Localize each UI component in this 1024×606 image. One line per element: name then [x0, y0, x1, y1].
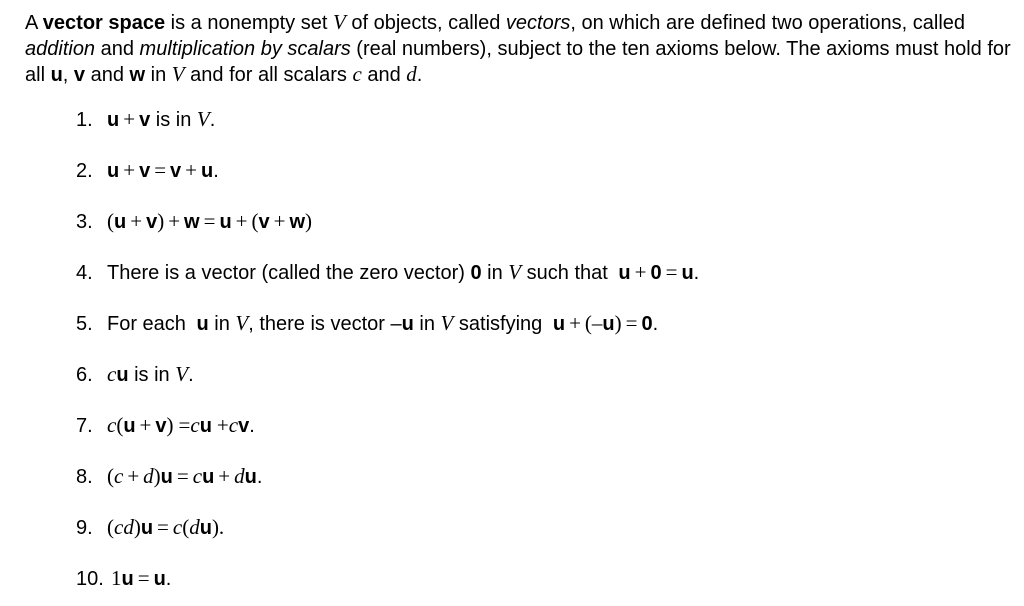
- math-set-v: V: [171, 62, 185, 86]
- plus-sign: +: [218, 464, 231, 488]
- axiom-number: 9.: [76, 517, 93, 539]
- axiom-text: , there is vector –: [248, 313, 402, 335]
- axiom-number: 5.: [76, 313, 93, 335]
- intro-paragraph: [25, 10, 1015, 89]
- axiom-number: 6.: [76, 364, 93, 386]
- scalar-c: c: [172, 515, 183, 539]
- paren: ): [166, 413, 174, 437]
- axiom-text: is in: [128, 364, 176, 386]
- vector-u: u: [681, 262, 694, 284]
- vector-v: v: [170, 160, 182, 182]
- plus-sign: +: [185, 158, 197, 182]
- intro-text: in: [145, 64, 172, 86]
- vector-u: u: [123, 415, 136, 437]
- intro-text: , on which are defined two operations, called: [570, 12, 966, 34]
- zero-vector: 0: [641, 313, 653, 335]
- plus-sign: +: [127, 464, 140, 488]
- paren: ): [133, 515, 141, 539]
- zero-vector: 0: [650, 262, 662, 284]
- plus-sign: +: [569, 311, 581, 335]
- vector-u: u: [196, 313, 209, 335]
- plus-sign: +: [139, 413, 152, 437]
- axiom-number: 3.: [76, 211, 93, 233]
- paren: ): [305, 209, 313, 233]
- vector-u: u: [107, 109, 120, 131]
- paren: ): [157, 209, 165, 233]
- vector-u: u: [153, 568, 166, 590]
- math-set-v: V: [332, 10, 346, 34]
- vector-u: u: [401, 313, 414, 335]
- paren: (: [116, 413, 124, 437]
- paren: (: [107, 209, 114, 233]
- plus-sign: +: [123, 107, 136, 131]
- intro-text: .: [416, 64, 423, 86]
- vector-v: v: [139, 160, 151, 182]
- vector-u: u: [201, 160, 214, 182]
- scalar-d: d: [189, 515, 200, 539]
- axiom-text: satisfying: [453, 313, 548, 335]
- axiom-number: 7.: [76, 415, 93, 437]
- plus-sign: +: [130, 209, 143, 233]
- vector-u: u: [116, 364, 129, 386]
- axiom-4: [76, 259, 699, 286]
- vector-v: v: [238, 415, 250, 437]
- intro-text: ,: [62, 64, 74, 86]
- axiom-text: There is a vector (called the zero vector): [107, 262, 471, 284]
- vector-u: u: [160, 466, 173, 488]
- vector-u: u: [50, 64, 63, 86]
- vector-v: v: [73, 64, 86, 86]
- axiom-text: in: [413, 313, 441, 335]
- zero-vector: 0: [470, 262, 482, 284]
- paren: (: [107, 515, 114, 539]
- axiom-text: For each: [107, 313, 192, 335]
- intro-text: is a nonempty set: [165, 12, 333, 34]
- period: .: [165, 568, 172, 590]
- axiom-9: [76, 514, 224, 541]
- paren: (: [251, 209, 259, 233]
- scalar-c: c: [190, 413, 200, 437]
- axiom-text: such that: [521, 262, 614, 284]
- period: .: [249, 415, 255, 437]
- plus-sign: +: [273, 209, 286, 233]
- vector-u: u: [552, 313, 566, 335]
- period: .: [188, 364, 194, 386]
- intro-text: of objects, called: [345, 12, 506, 34]
- intro-text: and: [95, 37, 140, 60]
- scalar-d: d: [143, 464, 154, 488]
- math-set-v: V: [440, 311, 454, 335]
- paren: ): [614, 311, 622, 335]
- vector-w: w: [289, 211, 306, 233]
- axiom-6: [76, 361, 194, 388]
- equals-sign: =: [625, 311, 638, 335]
- vector-u: u: [121, 568, 134, 590]
- scalar-d: d: [234, 464, 245, 488]
- plus-sign: +: [216, 413, 229, 437]
- equals-sign: =: [176, 464, 189, 488]
- axiom-number: 8.: [76, 466, 93, 488]
- axiom-text: is in: [150, 109, 197, 131]
- vector-u: u: [199, 517, 212, 539]
- scalar-one: 1: [111, 566, 122, 590]
- scalar-c: c: [192, 464, 203, 488]
- intro-text: and for all scalars: [184, 64, 353, 86]
- axiom-5: [76, 310, 658, 337]
- equals-sign: =: [203, 209, 216, 233]
- math-set-v: V: [508, 260, 522, 284]
- scalar-d: d: [406, 62, 417, 86]
- math-set-v: V: [175, 362, 189, 386]
- period: .: [693, 262, 700, 284]
- vector-u: u: [244, 466, 257, 488]
- paren: ): [153, 464, 161, 488]
- paren: (: [107, 464, 114, 488]
- period: .: [213, 160, 219, 182]
- paren-minus: (–: [584, 311, 603, 335]
- scalar-c: c: [352, 62, 362, 86]
- plus-sign: +: [168, 209, 181, 233]
- vector-u: u: [199, 415, 212, 437]
- axiom-number: 10.: [76, 568, 104, 590]
- vector-w: w: [129, 64, 146, 86]
- period: .: [256, 466, 263, 488]
- axiom-number: 4.: [76, 262, 93, 284]
- scalar-c: c: [107, 362, 117, 386]
- vector-v: v: [139, 109, 151, 131]
- term-vectors: vectors: [505, 12, 571, 34]
- math-set-v: V: [196, 107, 210, 131]
- equals-sign: =: [154, 158, 167, 182]
- equals-sign: =: [665, 260, 678, 284]
- paren-period: ).: [211, 515, 225, 539]
- vector-v: v: [258, 211, 270, 233]
- vector-v: v: [155, 415, 167, 437]
- intro-text: and: [361, 64, 407, 86]
- axiom-text: in: [481, 262, 509, 284]
- intro-text: and: [85, 64, 130, 86]
- paren: (: [182, 515, 190, 539]
- period: .: [209, 109, 216, 131]
- period: .: [652, 313, 659, 335]
- intro-text: A: [25, 12, 43, 34]
- axiom-3: [76, 208, 312, 235]
- intro-text: (real numbers), subject to the ten axioms below. The axioms must hold for all: [25, 37, 1011, 86]
- math-set-v: V: [235, 311, 249, 335]
- axiom-number: 2.: [76, 160, 93, 182]
- axiom-text: in: [208, 313, 236, 335]
- equals-sign: =: [157, 515, 169, 539]
- equals-sign: =: [178, 413, 191, 437]
- vector-v: v: [146, 211, 158, 233]
- vector-u: u: [202, 466, 215, 488]
- axiom-7: [76, 412, 255, 439]
- vector-u: u: [140, 517, 154, 539]
- vector-u: u: [602, 313, 615, 335]
- axiom-10: [76, 565, 171, 592]
- scalar-c: c: [228, 413, 239, 437]
- plus-sign: +: [235, 209, 248, 233]
- vector-w: w: [184, 211, 200, 233]
- vector-u: u: [618, 262, 631, 284]
- vector-u: u: [219, 211, 232, 233]
- scalar-cd: cd: [114, 515, 134, 539]
- vector-u: u: [114, 211, 127, 233]
- term-multiplication-by-scalars: multiplication by scalars: [139, 37, 351, 60]
- plus-sign: +: [123, 158, 136, 182]
- axiom-2: [76, 157, 219, 184]
- axiom-number: 1.: [76, 109, 93, 131]
- equals-sign: =: [137, 566, 150, 590]
- plus-sign: +: [634, 260, 647, 284]
- vector-u: u: [107, 160, 120, 182]
- scalar-c: c: [114, 464, 124, 488]
- axiom-1: [76, 106, 215, 133]
- scalar-c: c: [107, 413, 117, 437]
- axiom-8: [76, 463, 262, 490]
- term-vector-space: vector space: [42, 12, 166, 34]
- term-addition: addition: [25, 37, 96, 60]
